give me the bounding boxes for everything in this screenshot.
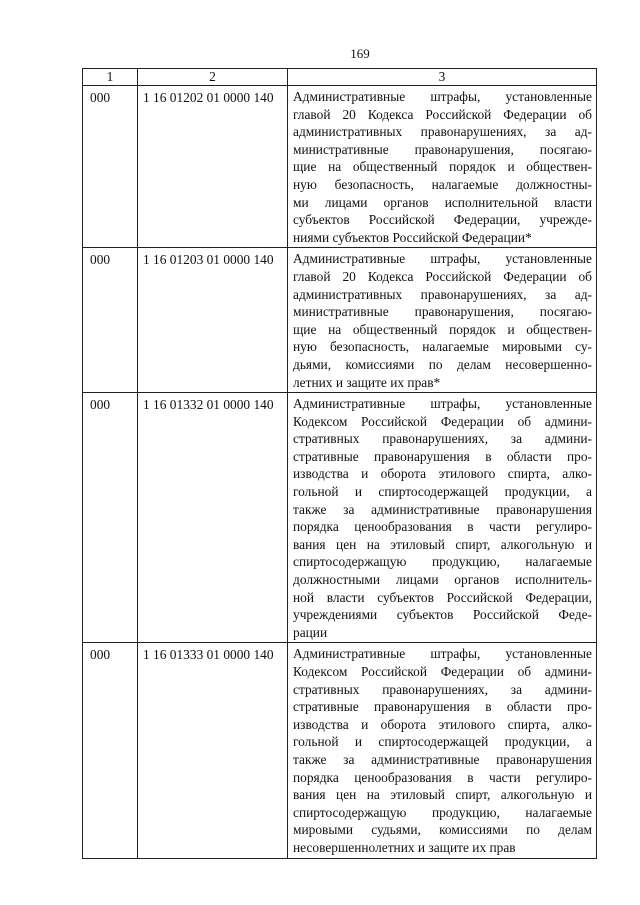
description-line: субъектов Российской Федерации, учрежде- bbox=[293, 212, 592, 228]
description-line: Кодексом Российской Федерации об админи- bbox=[293, 664, 592, 679]
description-line: стративные правонарушения в области про- bbox=[293, 448, 592, 464]
description-line: также за административные правонарушения bbox=[293, 501, 592, 517]
description-line: министративные правонарушения, посягаю- bbox=[293, 141, 592, 157]
column-header-2: 2 bbox=[138, 69, 288, 86]
description-line: ной власти субъектов Российской Федерации, bbox=[293, 589, 592, 605]
description-line: должностными лицами органов исполнитель- bbox=[293, 572, 592, 588]
column-header-3: 3 bbox=[288, 69, 597, 86]
description-line: учреждениями субъектов Российской Феде- bbox=[293, 607, 592, 623]
administrator-code-cell: 000 bbox=[83, 86, 138, 248]
description-line: стративных правонарушениях, за админи- bbox=[293, 681, 592, 697]
description-line: административных правонарушениях, за ад- bbox=[293, 286, 592, 302]
description-line: ную безопасность, налагаемые должностны- bbox=[293, 176, 592, 192]
description-line: вания цен на этиловый спирт, алкогольную и bbox=[293, 787, 592, 803]
description-line: Административные штрафы, установленные bbox=[293, 89, 592, 104]
revenue-description-cell bbox=[288, 393, 597, 643]
description-line: также за административные правонарушения bbox=[293, 751, 592, 767]
administrator-code-cell: 000 bbox=[83, 643, 138, 858]
description-line: гольной и спиртосодержащей продукции, а bbox=[293, 484, 592, 500]
description-line: изводства и оборота этилового спирта, алко- bbox=[293, 716, 592, 732]
description-line: Административные штрафы, установленные bbox=[293, 251, 592, 267]
revenue-description-cell bbox=[288, 643, 597, 858]
administrator-code-cell: 000 bbox=[83, 248, 138, 393]
table-row bbox=[83, 248, 597, 393]
revenue-code-cell: 1 16 01332 01 0000 140 bbox=[138, 393, 288, 643]
page-number: 169 bbox=[350, 46, 370, 61]
description-line: мировыми судьями, комиссиями по делам bbox=[293, 822, 592, 838]
description-line: Административные штрафы, установленные bbox=[293, 646, 592, 662]
description-line: административных правонарушениях, за ад- bbox=[293, 124, 592, 140]
description-line: порядка ценообразования в части регулиро- bbox=[293, 769, 592, 785]
description-line: гольной и спиртосодержащей продукции, а bbox=[293, 734, 592, 750]
description-line: спиртосодержащую продукцию, налагаемые bbox=[293, 804, 592, 820]
description-line: Административные штрафы, установленные bbox=[293, 396, 592, 412]
description-line: щие на общественный порядок и обществен- bbox=[293, 159, 592, 175]
table-body bbox=[83, 86, 597, 859]
description-line: ниями субъектов Российской Федерации* bbox=[293, 229, 532, 245]
description-line: главой 20 Кодекса Российской Федерации об bbox=[293, 106, 592, 122]
column-header-1: 1 bbox=[83, 69, 138, 86]
description-line: ми лицами органов исполнительной власти bbox=[293, 194, 592, 210]
revenue-description-cell bbox=[288, 86, 597, 248]
description-line: спиртосодержащую продукцию, налагаемые bbox=[293, 554, 592, 570]
description-line: ную безопасность, налагаемые мировыми су- bbox=[293, 339, 592, 355]
table-row bbox=[83, 86, 597, 248]
description-line: рации bbox=[293, 624, 328, 640]
description-line: летних и защите их прав* bbox=[293, 374, 441, 390]
description-line: Кодексом Российской Федерации об админи- bbox=[293, 413, 592, 429]
description-line: несовершеннолетних и защите их прав bbox=[293, 839, 516, 855]
description-line: стративных правонарушениях, за админи- bbox=[293, 431, 592, 447]
revenue-code-cell: 1 16 01203 01 0000 140 bbox=[138, 248, 288, 393]
revenue-code-cell: 1 16 01333 01 0000 140 bbox=[138, 643, 288, 858]
description-line: изводства и оборота этилового спирта, алко- bbox=[293, 466, 592, 482]
description-line: главой 20 Кодекса Российской Федерации об bbox=[293, 268, 592, 284]
description-line: вания цен на этиловый спирт, алкогольную и bbox=[293, 536, 592, 552]
description-line: дьями, комиссиями по делам несовершенно- bbox=[293, 356, 592, 372]
description-line: стративные правонарушения в области про- bbox=[293, 699, 592, 715]
description-line: порядка ценообразования в части регулиро- bbox=[293, 519, 592, 535]
description-line: министративные правонарушения, посягаю- bbox=[293, 304, 592, 320]
revenue-code-cell: 1 16 01202 01 0000 140 bbox=[138, 86, 288, 248]
revenue-description-cell bbox=[288, 248, 597, 393]
revenue-classification-table bbox=[82, 68, 597, 859]
table-row bbox=[83, 643, 597, 858]
description-line: щие на общественный порядок и обществен- bbox=[293, 321, 592, 337]
table-row bbox=[83, 393, 597, 643]
administrator-code-cell: 000 bbox=[83, 393, 138, 643]
table-header-row bbox=[83, 69, 597, 86]
